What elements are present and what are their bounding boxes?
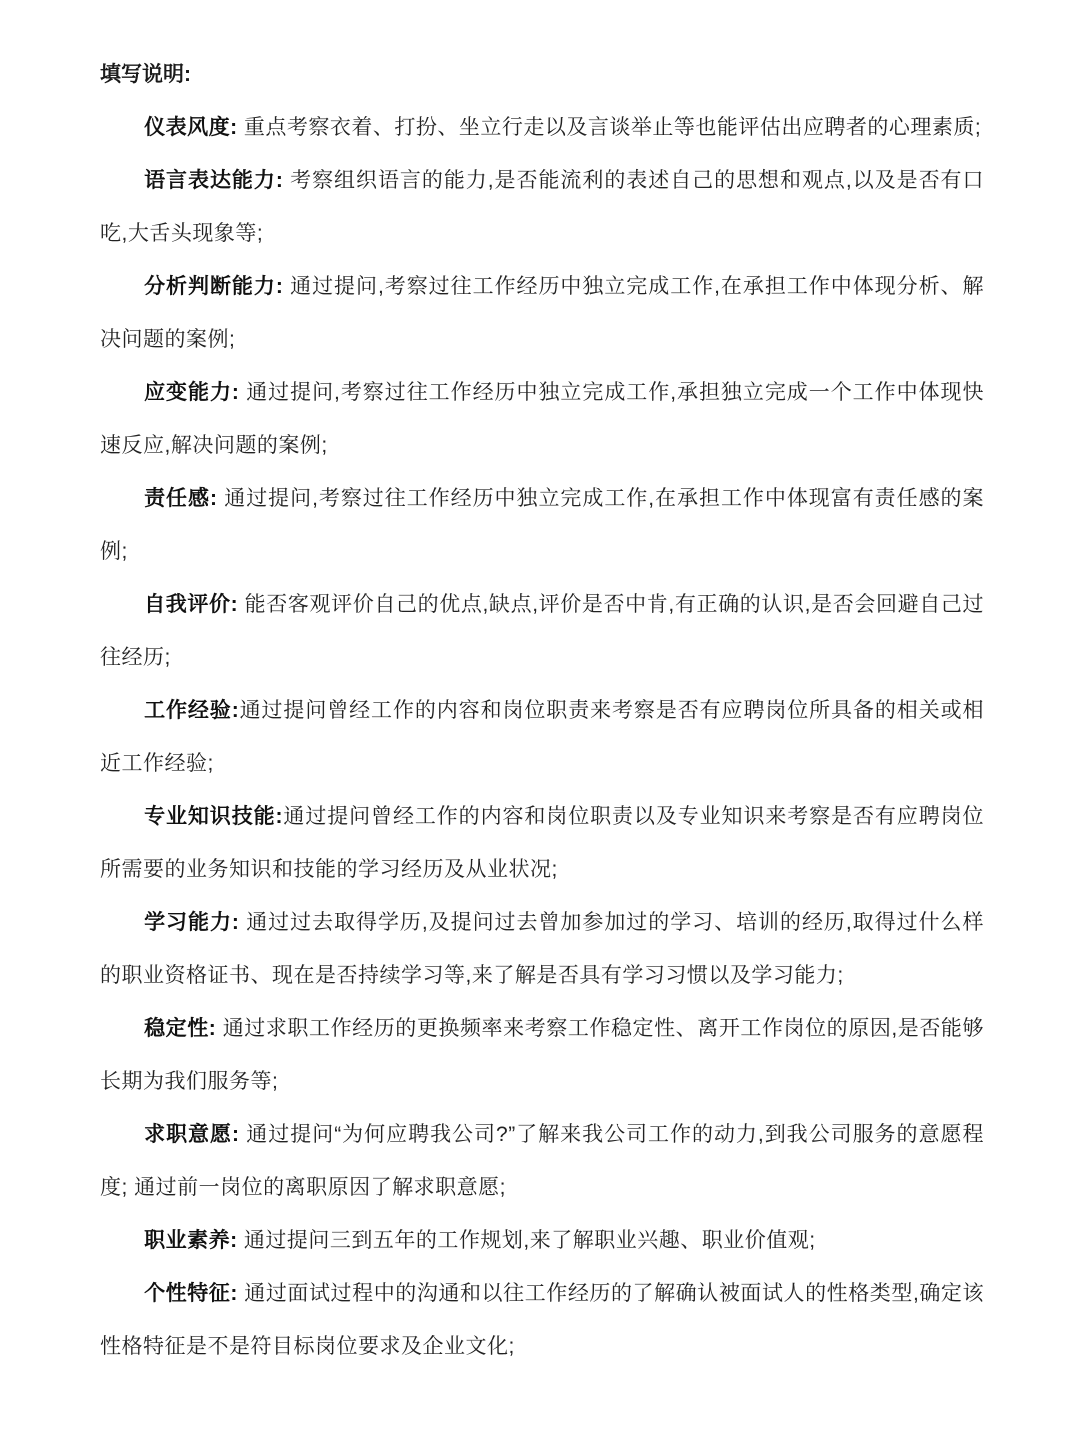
item-label: 分析判断能力: [144, 275, 284, 298]
item-label: 应变能力: [144, 381, 240, 404]
item-label: 学习能力: [144, 911, 240, 934]
item-text: 通过提问“为何应聘我公司?”了解来我公司工作的动力,到我公司服务的意愿程度; 通过前一岗位的离职原因了解求职意愿; [100, 1123, 984, 1199]
item-text: 通过提问,考察过往工作经历中独立完成工作,在承担工作中体现分析、解决问题的案例; [100, 275, 984, 351]
instruction-item-work-experience [100, 684, 984, 790]
item-text: 通过提问,考察过往工作经历中独立完成工作,在承担工作中体现富有责任感的案例; [100, 487, 984, 563]
item-label: 个性特征: [144, 1282, 238, 1305]
instruction-item-adaptability [100, 366, 984, 472]
item-text: 通过过去取得学历,及提问过去曾加参加过的学习、培训的经历,取得过什么样的职业资格证书、现在是否持续学习等,来了解是否具有学习习惯以及学习能力; [100, 911, 984, 987]
instruction-item-stability [100, 1002, 984, 1108]
instruction-item-learning-ability [100, 896, 984, 1002]
instruction-item-personality [100, 1267, 984, 1373]
item-text: 能否客观评价自己的优点,缺点,评价是否中肯,有正确的认识,是否会回避自己过往经历; [100, 593, 985, 669]
item-text: 考察组织语言的能力,是否能流利的表述自己的思想和观点,以及是否有口吃,大舌头现象等; [100, 169, 984, 245]
item-label: 稳定性: [144, 1017, 217, 1040]
instruction-item-job-intention [100, 1108, 984, 1214]
instruction-item-appearance [100, 101, 984, 154]
item-text: 通过提问曾经工作的内容和岗位职责来考察是否有应聘岗位所具备的相关或相近工作经验; [100, 699, 985, 775]
item-text: 通过面试过程中的沟通和以往工作经历的了解确认被面试人的性格类型,确定该性格特征是不是符目标岗位要求及企业文化; [100, 1282, 984, 1358]
item-label: 责任感: [144, 487, 218, 510]
instruction-item-self-evaluation [100, 578, 984, 684]
item-text: 重点考察衣着、打扮、坐立行走以及言谈举止等也能评估出应聘者的心理素质; [237, 116, 982, 139]
item-label: 求职意愿: [144, 1123, 240, 1146]
instruction-item-analysis-judgment [100, 260, 984, 366]
item-text: 通过求职工作经历的更换频率来考察工作稳定性、离开工作岗位的原因,是否能够长期为我们服务等; [100, 1017, 985, 1093]
item-label: 自我评价: [144, 593, 239, 616]
item-label: 职业素养: [144, 1229, 238, 1252]
item-text: 通过提问三到五年的工作规划,来了解职业兴趣、职业价值观; [237, 1229, 816, 1252]
item-label: 语言表达能力: [144, 169, 284, 192]
page-title: 填写说明: [100, 63, 191, 86]
instruction-item-professional-knowledge [100, 790, 984, 896]
item-label: 仪表风度: [144, 116, 238, 139]
item-label: 专业知识技能: [144, 805, 284, 828]
instruction-item-verbal-expression [100, 154, 984, 260]
instruction-item-professionalism [100, 1214, 984, 1267]
instruction-item-responsibility [100, 472, 984, 578]
item-label: 工作经验: [144, 699, 240, 722]
item-text: 通过提问,考察过往工作经历中独立完成工作,承担独立完成一个工作中体现快速反应,解决问题的案例; [100, 381, 984, 457]
item-text: 通过提问曾经工作的内容和岗位职责以及专业知识来考察是否有应聘岗位所需要的业务知识和技能的学习经历及从业状况; [100, 805, 985, 881]
